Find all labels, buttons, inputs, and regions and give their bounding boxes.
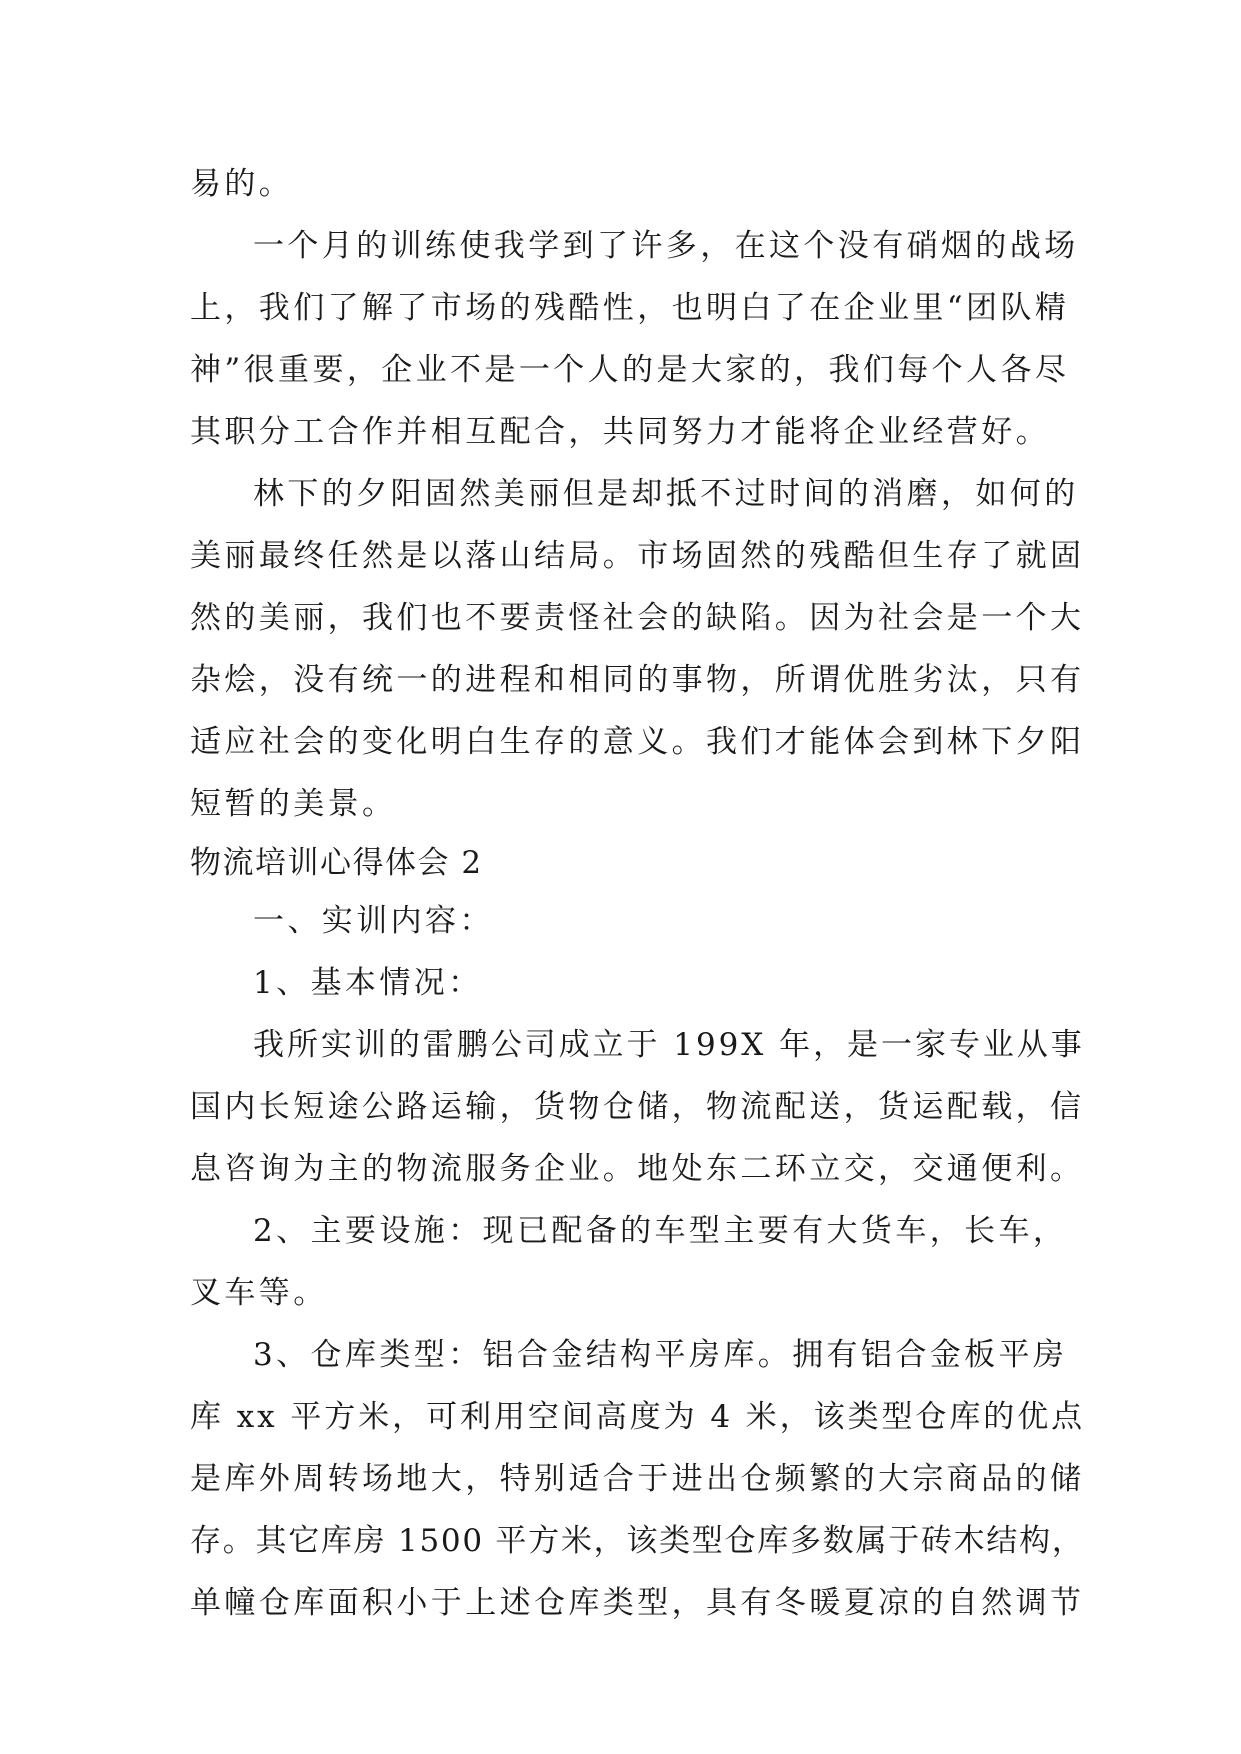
text-line: 息咨询为主的物流服务企业。地处东二环立交，交通便利。 [190, 1151, 1085, 1187]
text-line: 叉车等。 [190, 1275, 328, 1311]
text-line: 1、基本情况： [253, 965, 483, 1001]
text-line: 林下的夕阳固然美丽但是却抵不过时间的消磨，如何的 [253, 476, 1079, 512]
text-line: 3、仓库类型：铝合金结构平房库。拥有铝合金板平房 [253, 1337, 1068, 1373]
text-line: 美丽最终任然是以落山结局。市场固然的残酷但生存了就固 [190, 538, 1085, 574]
text-line: 适应社会的变化明白生存的意义。我们才能体会到林下夕阳 [190, 724, 1085, 760]
text-line: 库 xx 平方米，可利用空间高度为 4 米，该类型仓库的优点 [190, 1399, 1086, 1435]
text-line: 2、主要设施：现已配备的车型主要有大货车，长车， [253, 1213, 1068, 1249]
text-line: 其职分工合作并相互配合，共同努力才能将企业经营好。 [190, 414, 1050, 450]
text-line: 单幢仓库面积小于上述仓库类型，具有冬暖夏凉的自然调节 [190, 1585, 1085, 1621]
text-line: 杂烩，没有统一的进程和相同的事物，所谓优胜劣汰，只有 [190, 662, 1085, 698]
text-line: 易的。 [190, 166, 294, 202]
text-line: 上，我们了解了市场的残酷性，也明白了在企业里“团队精 [190, 290, 1070, 326]
text-line: 短暂的美景。 [190, 786, 397, 822]
text-line: 国内长短途公路运输，货物仓储，物流配送，货运配载，信 [190, 1089, 1085, 1125]
section-title: 物流培训心得体会 2 [190, 845, 483, 881]
text-line: 一个月的训练使我学到了许多，在这个没有硝烟的战场 [253, 228, 1079, 264]
text-line: 存。其它库房 1500 平方米，该类型仓库多数属于砖木结构， [190, 1523, 1085, 1559]
text-line: 我所实训的雷鹏公司成立于 199X 年，是一家专业从事 [253, 1027, 1085, 1063]
text-line: 是库外周转场地大，特别适合于进出仓频繁的大宗商品的储 [190, 1461, 1085, 1497]
text-line: 一、实训内容： [253, 903, 494, 939]
text-line: 神”很重要，企业不是一个人的是大家的，我们每个人各尽 [190, 352, 1070, 388]
text-line: 然的美丽，我们也不要责怪社会的缺陷。因为社会是一个大 [190, 600, 1085, 636]
